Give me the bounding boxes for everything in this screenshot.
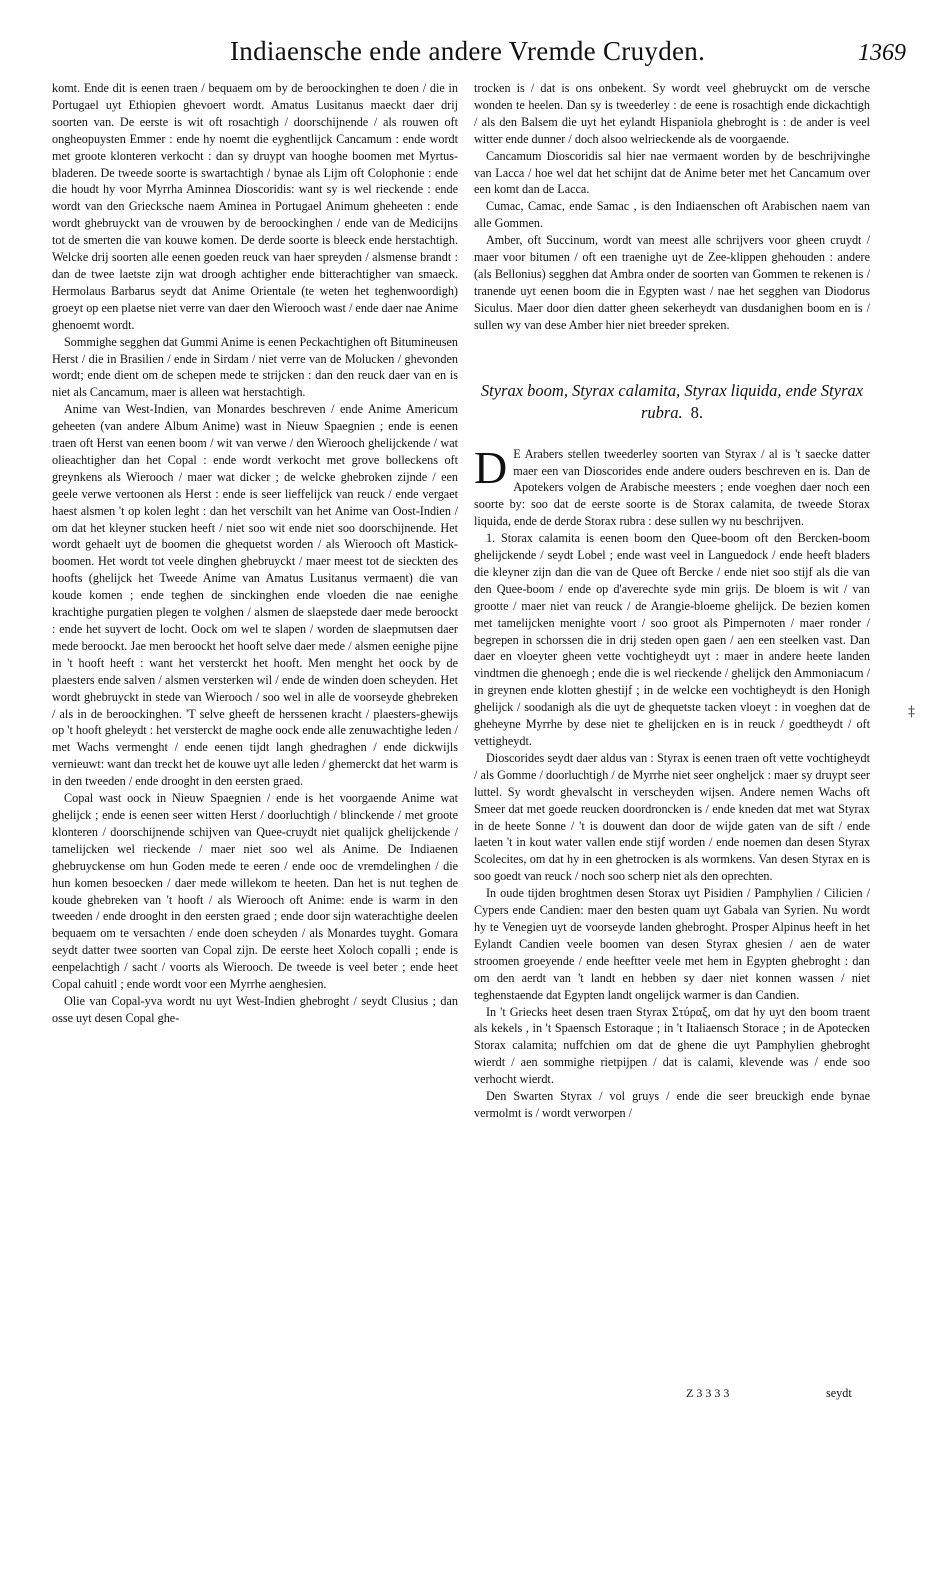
left-paragraph: Anime van West-Indien, van Monardes beschreven / ende Anime Americum geheeten (van andere Album Anime) wast in Nieuw Spaegnien ; ende is eenen traen oft Herst van eenen boom / wit van verwe / den Wierooch ghelijckende / wat olieachtigher dan het Copal : ende wordt verkocht met grove bolleckens oft greynkens als Wierooch / maer wat dicker ; de welcke ghebroken zijnde / een geele verwe vertoonen als Herst : ende is seer lieffelijck van reuck / ende vergaet haest alsmen 't op kolen leght : dan het verschilt van het Anime van Oost-Indien / om dat het kleyner stucken heeft / niet soo wit ende niet soo doorschijnende. Het wordt gehaelt uyt de boomen die ghequetst worden / als Wierooch oft Mastick-boomen. Het wordt tot veele dinghen ghebruyckt / maer meest tot de sieckten des hoofts (ghelijck het Tweede Anime van Amatus Lusitanus vermaent) die van koude komen ; ende teghen de sinckinghen ende vloeden die nae eenighe krachtighe purgatien plegen te volghen / alsmen de slaepstede daer mede beroockt : ende het suyvert de locht. Oock om wel te slapen / worden de slaepmutsen daer mede beroockt. Jae men beroockt het hooft selve daer mede / alsmen eenighe pijne in 't hooft heeft : want het versterckt het hooft. Men menght het oock by de plaesters ende salven / alsmen versterken wil / ende de winden doen scheyden. Het wordt ghebruyckt in stede van Wierooch / soo wel in alle de voorseyde ghebreken / als in de beroockinghen. 'T selve gheeft de herssenen kracht / plaesters-ghewijs op 't hooft gheleydt : het versterckt de maghe oock ende alle zenuwachtighe leden / met Wachs vermenght / ende eenen tijdt langh ghedraghen / ende dickwijls vernieuwt: want dan treckt het de kouwe uyt alle leden / ghemerckt dat het warm is in den tweeden / ende drooght in den eersten graed.	[52, 402, 458, 789]
right-paragraph: Den Swarten Styrax / vol gruys / ende die seer breuckigh ende bynae vermolmt is / wordt verworpen /	[474, 1089, 870, 1120]
drop-initial: D	[474, 441, 508, 493]
left-column	[52, 80, 458, 1027]
right-paragraph: In 't Griecks heet desen traen Styrax Στύραξ, om dat hy uyt den boom traent als kekels , in 't Spaensch Estoraque ; in 't Italiaensch Storace ; in de Apotecken Storax calamita; nuffchien om dat de ghene die uyt Pamphylien ghebroght wierdt / aen sommighe rietpijpen / dat is calami, klevende was / ende soo verhocht wierdt.	[474, 1004, 870, 1087]
right-paragraph: Cancamum Dioscoridis sal hier nae vermaent worden by de beschrijvinghe van Lacca / hoe wel dat het schijnt dat de Anime beter met het Cancamum over een komt dan de Lacca.	[474, 148, 870, 197]
right-paragraph: trocken is / dat is ons onbekent. Sy wordt veel ghebruyckt om de versche wonden te heelen. Dan sy is tweederley : de eene is rosachtigh ende dickachtigh / als den Balsem die uyt het eylandt Hispaniola ghebroght is : de ander is veel witter ende dunner / doch alsoo welrieckende als de voorgaende.	[474, 81, 870, 146]
signature-mark: Z3333	[686, 1386, 733, 1400]
right-column	[474, 80, 870, 1122]
running-title: Indiaensche ende andere Vremde Cruyden.	[230, 36, 706, 66]
right-paragraph	[474, 441, 870, 531]
catchword: seydt	[826, 1386, 852, 1400]
right-paragraph: Amber, oft Succinum, wordt van meest alle schrijvers voor gheen cruydt / maer voor bitumen / oft een traenighe uyt de Zee-klippen ghehouden : andere (als Bellonius) segghen dat Ambra onder de soorten van Gommen te rekenen is / tranende uyt eenen boom die in Egypten wast / nae het segghen van Diodorus Siculus. Maer door dien datter gheen sekerheydt van dusdanighen boom en is / sullen wy van dese Amber hier niet breeder spreken.	[474, 233, 870, 332]
right-paragraph: In oude tijden broghtmen desen Storax uyt Pisidien / Pamphylien / Cilicien / Cypers ende Candien: maer den besten quam uyt Gabala van Syrien. Nu wordt hy te Venegien uyt de voorseyde landen ghebroght. Prosper Alpinus heeft in het Eylandt Candien veele boomen van desen Styrax ghesien / aen de water stroomen groeyende / ende heeftter veele met hem in Egypten ghebroght : dan om den aerdt van 't landt en hebben sy daer niet konnen wassen / niet teghenstaende dat Egypten landt ongelijck warmer is dan Candien.	[474, 886, 870, 1002]
left-paragraph: komt. Ende dit is eenen traen / bequaem om by de beroockinghen te doen / die in Portugael uyt Ethiopien ghevoert wordt. Amatus Lusitanus maeckt daer drij soorten van. De eerste is wit oft rosachtigh / doorschijnende / als rouwen oft ongheopuysten Emmer : ende hy noemt die eyghentlijck Cancamum : ende wordt met groote klonteren verkocht : dan sy druypt van hooghe boomen met Myrtus-bladeren. De tweede soorte is swartachtigh / bynae als Lijm oft Colophonie : ende die houdt hy voor Myrrha Aminnea Dioscoridis: want sy is wel rieckende : ende wordt van den Griecksche naem Aminea in Portugael Animum gheheeten : ende wordt ghebruyckt van de vrouwen by de beroockinghen / ende van de Medicijns tot de smerten die van kouwe komen. De derde soorte is bleeck ende herstachtigh. Welcke drij soorten alle eenen goeden reuck van haer spreyden / alsmense brandt : dan de twee laetste zijn wat droogh achtigher ende bitterachtigher van smaeck. Hermolaus Barbarus seydt dat Anime Orientale (te weten het teghenwoordigh) groeyt op een plaetse niet verre van daer den Wierooch wast / ende daer nae Anime ghenoemt wordt.	[52, 81, 458, 332]
left-paragraph: Copal wast oock in Nieuw Spaegnien / ende is het voorgaende Anime wat ghelijck ; ende is eenen seer witten Herst / doorluchtigh / blinckende / met groote klonteren / doorschijnende schijven van Quee-cruydt niet qualijck ghelijckende / tamelijcken wel rieckende / maer niet soo wel als Anime. De Indiaenen ghebruyckense om hun Goden mede te eeren / ende ooc de vremdelinghen / die hun komen besoecken / daer mede willekom te heeten. Dan het is nut teghen de koude ghebreken van 't hooft / als Wierooch oft Anime: ende is warm in den tweeden / ende drooght in den eersten graed ; ende door sijn waterachtighe deelen bequaem om te versachten / ende doen scheyden / als Monardes tuyght. Gomara seydt datter twee soorten van Copal zijn. De eerste heet Xoloch copalli ; ende is eenpelachtigh / sacht / voorts als Wierooch. De tweede is veel beter ; ende heet Copal cahuitl ; ende wordt voor een Myrrhe aenghesien.	[52, 791, 458, 992]
left-paragraph: Olie van Copal-yva wordt nu uyt West-Indien ghebroght / seydt Clusius ; dan osse uyt desen Copal ghe-	[52, 993, 458, 1025]
section-number: 8.	[690, 402, 704, 422]
left-paragraph: Sommighe segghen dat Gummi Anime is eenen Peckachtighen oft Bitumineusen Herst / die in Brasilien / ende in Sirdam / niet verre van de Molucken / ghevonden wordt; ende dient om de schepen mede te strijcken : dan den reuck daer van en is niet als Cancamum, maer is alleen wat herstachtigh.	[52, 334, 458, 400]
page-number: 1369	[858, 40, 906, 66]
right-paragraph: Cumac, Camac, ende Samac , is den Indiaenschen oft Arabischen naem van alle Gommen.	[474, 199, 870, 231]
section-heading-text: Styrax boom, Styrax calamita, Styrax liquida, ende Styrax rubra.	[480, 380, 864, 422]
right-paragraph: 1. Storax calamita is eenen boom den Quee-boom oft den Bercken-boom ghelijckende / seydt Lobel ; ende wast veel in Languedock / ende heeft bladers die kleyner zijn dan die van de Quee oft Bercke / ende niet soo stijf als die van den Quee-boom / ende op d'averechte syde min grijs. De bloem is wit / van grootte / maer niet van reuck / de Arangie-bloeme ghelijck. De bezien komen met tamelijcken menighte voort / soo groot als Pimpernoten / maer ronder / begrepen in schorssen die in drij steden open gaen / aen een steelken vast. Dan daer en vloeyter gheen vette vochtigheydt uyt : maer in andere heete landen vindtmen die ghenoegh ; ende die is wel rieckende / ghelijck den Ammoniacum / in greynen ende klotten ghestijf ; in de welcke een vochtigheydt is den Honigh ghelijck / soodanigh als die uyt de ghequetste tacken vloeyt : in voeghen dat de gheheyne Myrrhe by dese niet te ghelijcken en is in reuck / goedtheydt / oft vettigheydt.	[474, 531, 870, 748]
section-heading	[474, 380, 870, 424]
right-paragraph-text: E Arabers stellen tweederley soorten van Styrax / al is 't saecke datter maer een van Dioscorides ende andere ouders beschreven en is. Dan de Apotekers volgen de Arabische meesters ; ende voeghen daer noch een soorte by: soo dat de eerste soorte is de Storax calamita, de tweede Storax liquida, ende de derde Storax rubra : dese sullen wy nu beschrijven.	[474, 446, 870, 529]
page-header	[40, 36, 920, 82]
margin-mark: ‡	[908, 704, 915, 720]
right-paragraph: Dioscorides seydt daer aldus van : Styrax is eenen traen oft vette vochtigheydt / als Gomme / doorluchtigh / de Myrrhe niet seer ongheljck : maer sy druypt seer luttel. Sy wordt ghevalscht in verscheyden wijsen. Andere nemen Wachs oft Smeer dat met goede reucken doordroncken is / ende kneden dat met wat Styrax in de heete Sonne / 't is douwent dan door de wijde gaten van de sift / ende laeten 't in kout water vallen ende stijf worden / ende noemen dan desen Styrax Scolecites, om dat hy in een ghetrocken is als wormkens. Van desen Styrax en is soo goedt van reuck / noch soo scherp niet als den oprechten.	[474, 750, 870, 884]
